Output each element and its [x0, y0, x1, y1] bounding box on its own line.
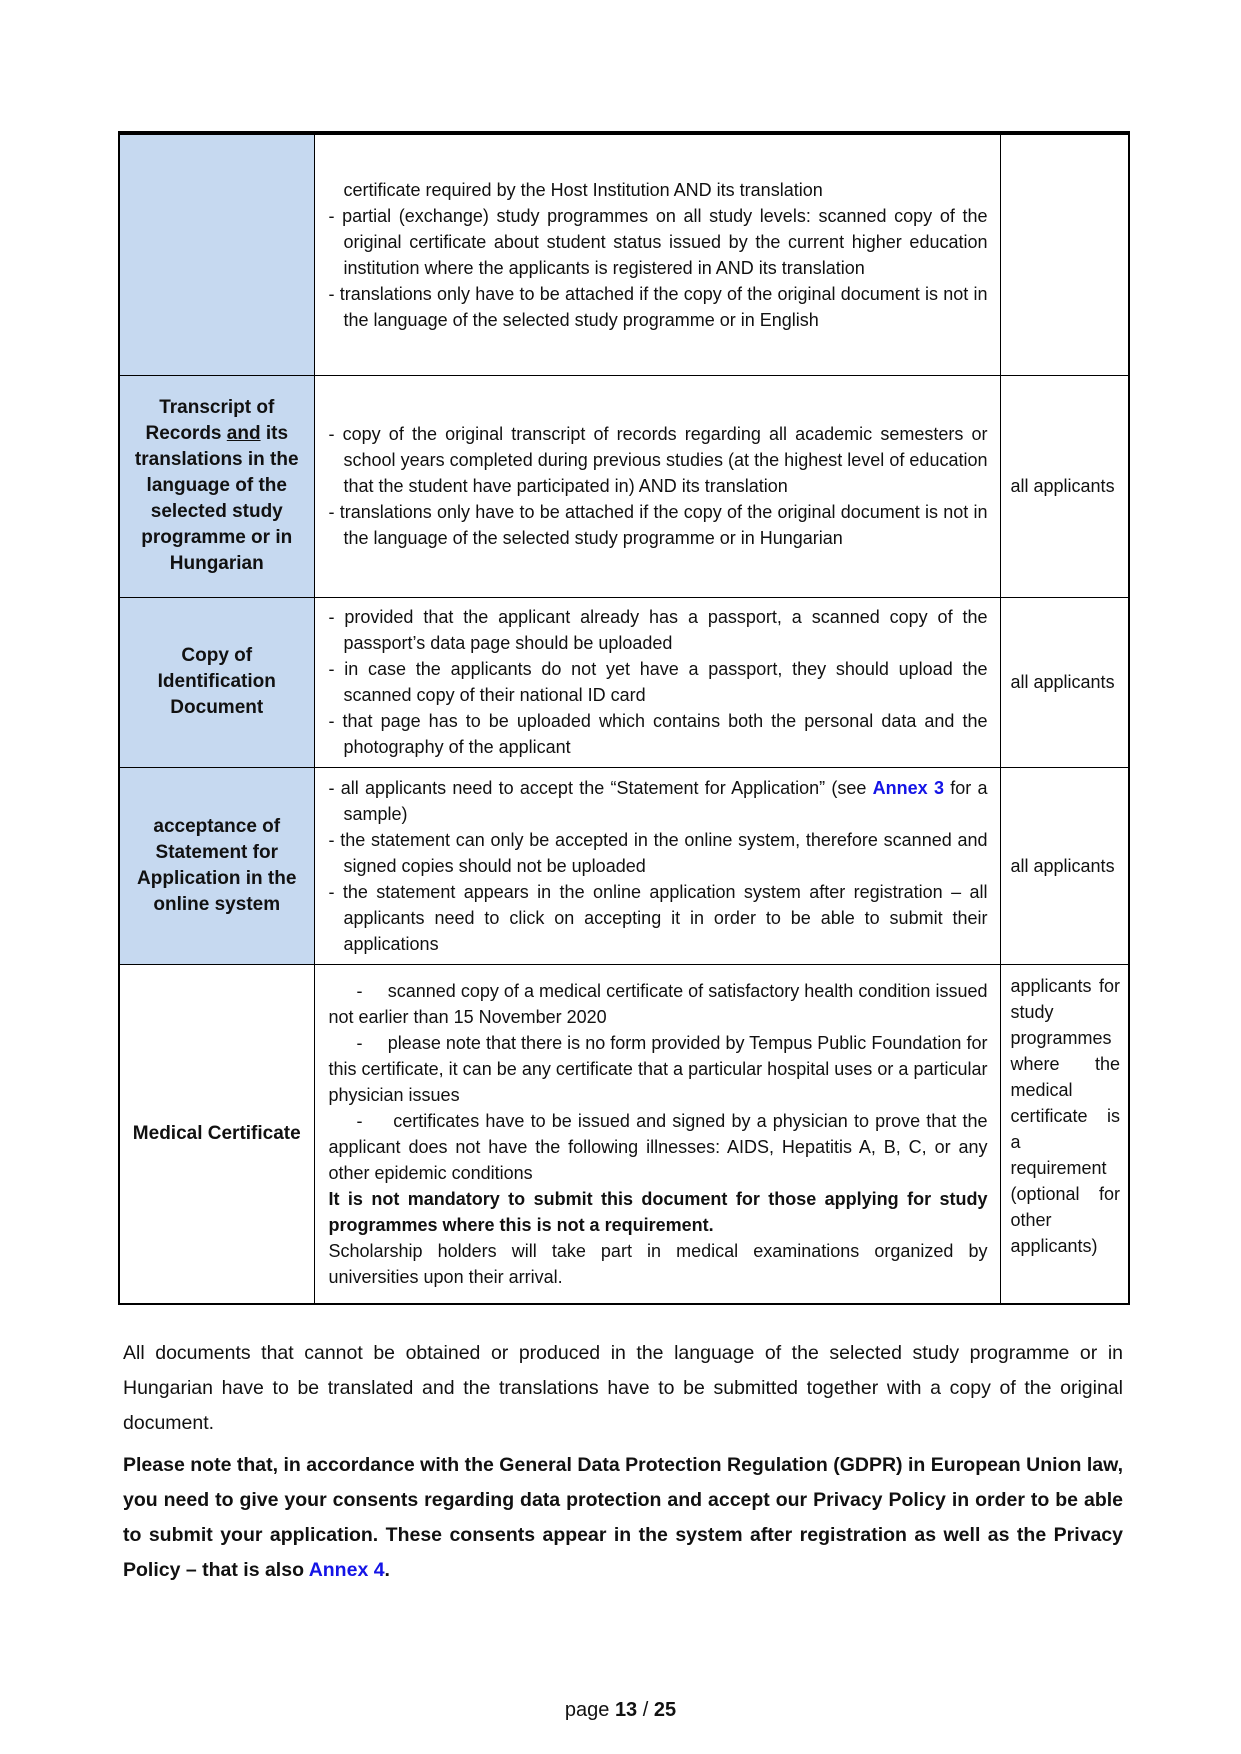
document-description-cell: [314, 133, 1000, 375]
text-segment: - the statement can only be accepted in the online system, therefore scanned and signed copies should not be uploaded: [328, 829, 988, 876]
table-row: [119, 964, 1129, 1304]
translation-note-paragraph: [123, 1336, 1123, 1441]
text-segment: 13: [614, 1699, 638, 1721]
gdpr-note-paragraph: [123, 1448, 1123, 1588]
description-item: [329, 604, 988, 656]
text-segment: certificate required by the Host Institution AND its translation: [343, 179, 823, 200]
text-segment: and: [226, 423, 261, 444]
text-segment: - the statement appears in the online application system after registration – all applicants need to click on accepting it in order to be able to submit their applications: [328, 881, 988, 954]
description-item: [329, 656, 988, 708]
table-body: [119, 133, 1129, 1304]
description-item: [329, 1030, 988, 1108]
document-description-cell: [314, 375, 1000, 597]
description-item: [329, 281, 988, 333]
description-item: [329, 203, 988, 281]
who-needs-to-attach-cell: applicants for study programmes where the medical certificate is a requirement (optional for other applicants): [1000, 964, 1129, 1304]
who-needs-to-attach-cell: [1000, 133, 1129, 375]
text-segment: 25: [653, 1699, 677, 1721]
text-segment: acceptance of Statement for Application in the online system: [137, 815, 297, 915]
description-item: [329, 1186, 988, 1238]
text-segment: - copy of the original transcript of records regarding all academic semesters or school years completed during previous studies (at the highest level of education that the student have participated in) AND its translation: [328, 424, 988, 496]
text-segment: its translations in the language of the selected study programme or in Hungarian: [134, 423, 299, 574]
document-name-cell: [119, 375, 314, 597]
description-item: [329, 879, 988, 957]
who-needs-to-attach-cell: all applicants: [1000, 375, 1129, 597]
text-segment: - all applicants need to accept the “Statement for Application” (see: [328, 777, 873, 798]
text-segment: - in case the applicants do not yet have a passport, they should upload the scanned copy of their national ID card: [328, 659, 988, 705]
description-item: [329, 177, 988, 203]
table-row: [119, 767, 1129, 964]
document-description-cell: [314, 767, 1000, 964]
text-segment: page: [564, 1699, 615, 1721]
annex-link[interactable]: Annex 3: [872, 777, 944, 798]
text-segment: Scholarship holders will take part in medical examinations organized by universities upon their arrival.: [328, 1240, 988, 1287]
text-segment: All documents that cannot be obtained or produced in the language of the selected study programme or in Hungarian have to be translated and the translations have to be submitted together with a copy of the original document.: [123, 1342, 1123, 1434]
text-segment: - provided that the applicant already has a passport, a scanned copy of the passport’s data page should be uploaded: [328, 607, 988, 653]
text-segment: Please note that, in accordance with the General Data Protection Regulation (GDPR) in European Union law, you need to give your consents regarding data protection and accept our Privacy Policy in order to be able to submit your application. These consents appear in the system after registration as well as the Privacy Policy – that is also: [123, 1454, 1123, 1581]
description-item: [329, 775, 988, 827]
description-item: [329, 499, 988, 551]
table-row: [119, 375, 1129, 597]
document-description-cell: [314, 964, 1000, 1304]
who-needs-to-attach-cell: all applicants: [1000, 767, 1129, 964]
text-segment: It is not mandatory to submit this document for those applying for study programmes where this is not a requirement.: [328, 1188, 988, 1235]
text-segment: /: [637, 1699, 654, 1721]
description-item: [329, 827, 988, 879]
description-item: [329, 421, 988, 499]
document-description-cell: [314, 597, 1000, 767]
text-segment: - partial (exchange) study programmes on all study levels: scanned copy of the original certificate about student status issued by the current higher education institution where the applicants is registered in AND its translation: [328, 205, 988, 278]
required-documents-table: [118, 131, 1130, 1305]
text-segment: Copy of Identification Document: [157, 645, 276, 718]
text-segment: - certificates have to be issued and signed by a physician to prove that the applicant does not have the following illnesses: AIDS, Hepatitis A, B, C, or any other epidemic conditions: [328, 1110, 988, 1183]
text-segment: Transcript of Records: [145, 397, 275, 444]
description-item: [329, 708, 988, 760]
description-item: [329, 1238, 988, 1290]
who-needs-to-attach-cell: all applicants: [1000, 597, 1129, 767]
text-segment: Medical Certificate: [132, 1122, 301, 1144]
document-name-cell: [119, 133, 314, 375]
description-item: [329, 1108, 988, 1186]
document-name-cell: [119, 964, 314, 1304]
annex-link[interactable]: Annex 4: [308, 1559, 385, 1581]
document-name-cell: [119, 597, 314, 767]
table-row: [119, 133, 1129, 375]
text-segment: for a sample): [343, 777, 988, 824]
document-name-cell: [119, 767, 314, 964]
text-segment: .: [384, 1559, 390, 1581]
text-segment: - translations only have to be attached if the copy of the original document is not in the language of the selected study programme or in English: [328, 283, 988, 330]
text-segment: - scanned copy of a medical certificate of satisfactory health condition issued not earlier than 15 November 2020: [328, 980, 988, 1027]
text-segment: - translations only have to be attached if the copy of the original document is not in the language of the selected study programme or in Hungarian: [328, 502, 988, 548]
description-item: [329, 978, 988, 1030]
text-segment: - that page has to be uploaded which contains both the personal data and the photography of the applicant: [328, 711, 988, 757]
text-segment: - please note that there is no form provided by Tempus Public Foundation for this certificate, it can be any certificate that a particular hospital uses or a particular physician issues: [328, 1032, 988, 1105]
page-number: [0, 1697, 1241, 1723]
table-row: [119, 597, 1129, 767]
